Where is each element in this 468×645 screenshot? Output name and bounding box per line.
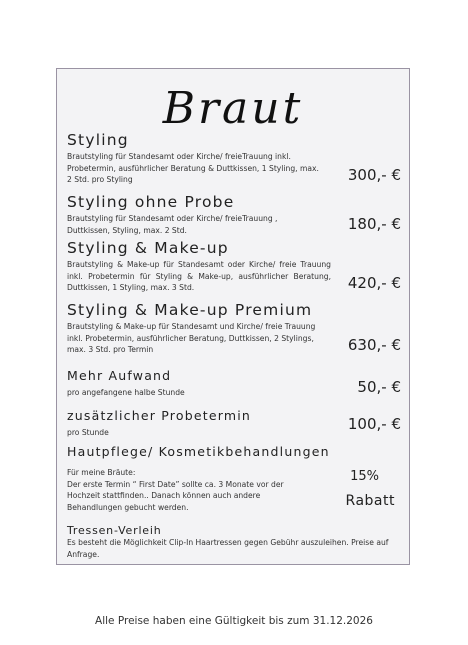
service-description: pro angefangene halbe Stunde — [67, 388, 185, 397]
extensions-text: Es besteht die Möglichkeit Clip-In Haartressen gegen Gebühr auszuleihen. Preise auf Anfrage. — [67, 538, 389, 559]
service-description: Brautstyling & Make-up für Standesamt oder Kirche/ freie Trauung inkl. Probetermin für Styling & Make-up, ausführlicher Beratung, Duttkissen, 1 Styling, max. 3 Std. — [67, 260, 331, 293]
service-description: Brautstyling für Standesamt oder Kirche/ freieTrauung inkl. Probetermin, ausführlicher Beratung & Duttkissen, 1 Styling, max. 2 Std. pro Styling — [67, 152, 319, 185]
skincare-section — [67, 443, 399, 461]
service-styling-make-up — [67, 239, 331, 294]
extensions-section — [67, 524, 395, 560]
service-price: 300,- € — [347, 166, 401, 184]
discount-label: Rabatt — [345, 493, 395, 509]
service-price: 100,- € — [347, 415, 401, 433]
skincare-text — [67, 465, 299, 513]
service-name: zusätzlicher Probetermin — [67, 408, 252, 423]
skincare-text-line1: Für meine Bräute: — [67, 468, 136, 477]
service-price: 50,- € — [357, 378, 401, 396]
service-price: 630,- € — [347, 336, 401, 354]
price-card — [56, 68, 410, 565]
service-mehr-aufwand — [67, 367, 319, 399]
service-name: Styling & Make-up Premium — [67, 301, 313, 319]
page-title: Braut — [162, 83, 304, 134]
service-price: 180,- € — [347, 215, 401, 233]
service-styling — [67, 131, 319, 186]
service-styling-ohne-probe — [67, 193, 319, 236]
service-probetermin — [67, 407, 319, 439]
service-name: Styling & Make-up — [67, 239, 229, 257]
service-name: Styling ohne Probe — [67, 193, 235, 211]
service-price: 420,- € — [347, 274, 401, 292]
extensions-heading: Tressen-Verleih — [67, 524, 162, 537]
service-description: pro Stunde — [67, 428, 109, 437]
service-premium — [67, 301, 319, 356]
skincare-text-line2: Der erste Termin “ First Date” sollte ca. 3 Monate vor der Hochzeit stattfinden.. Danach können auch andere Behandlungen gebucht werden. — [67, 479, 284, 512]
discount-value: 15% — [350, 469, 379, 484]
service-description: Brautstyling für Standesamt oder Kirche/ freieTrauung , Duttkissen, Styling, max. 2 Std. — [67, 214, 278, 235]
service-description: Brautstyling & Make-up für Standesamt und Kirche/ freie Trauung inkl. Probetermin, ausführlicher Beratung, Duttkissen, 2 Stylings, max. 3 Std. pro Termin — [67, 322, 316, 355]
service-name: Styling — [67, 131, 129, 149]
validity-footer: Alle Preise haben eine Gültigkeit bis zum 31.12.2026 — [95, 615, 373, 627]
service-name: Mehr Aufwand — [67, 368, 172, 383]
skincare-heading: Hautpflege/ Kosmetikbehandlungen — [67, 444, 330, 459]
